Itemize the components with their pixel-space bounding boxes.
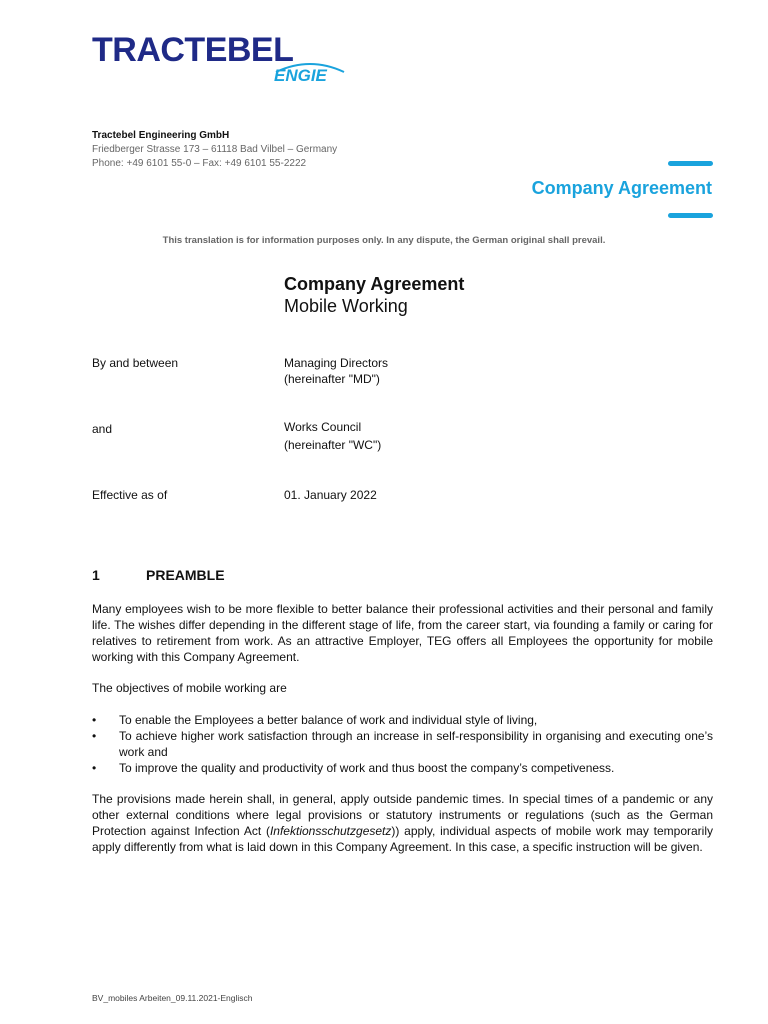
tractebel-logo-wordmark: TRACTEBEL bbox=[92, 31, 294, 69]
objectives-intro: The objectives of mobile working are bbox=[92, 681, 287, 695]
effective-label: Effective as of bbox=[92, 488, 168, 502]
list-item-text: To achieve higher work satisfaction through an increase in self-responsibility in organising and executing one’s work and bbox=[119, 729, 713, 759]
party2-name: Works Council bbox=[284, 420, 362, 434]
company-address: Friedberger Strasse 173 – 61118 Bad Vilbel – Germany bbox=[92, 144, 338, 155]
list-item-text: To improve the quality and productivity of work and thus boost the company’s competiveness. bbox=[119, 761, 615, 775]
list-item-text: To enable the Employees a better balance of work and individual style of living, bbox=[119, 713, 538, 727]
effective-date: 01. January 2022 bbox=[284, 488, 377, 502]
translation-disclaimer: This translation is for information purposes only. In any dispute, the German original shall prevail. bbox=[162, 235, 606, 246]
bullet-icon: • bbox=[92, 729, 97, 743]
header-title: Company Agreement bbox=[531, 178, 712, 198]
header-accent-bar-bottom bbox=[668, 213, 713, 218]
footer-filename: BV_mobiles Arbeiten_09.11.2021-Englisch bbox=[92, 993, 253, 1003]
and-label: and bbox=[92, 422, 113, 436]
company-name: Tractebel Engineering GmbH bbox=[92, 130, 230, 141]
preamble-paragraph-1: Many employees wish to be more flexible to better balance their professional activities and their personal and family life. The wishes differ depending in the different stage of life, from the career start, via founding a family or caring for relatives to retirement from work. As an attractive Employer, TEG offers all Employees the opportunity for mobile working with this Company Agreement. bbox=[92, 602, 713, 664]
document-subtitle: Mobile Working bbox=[284, 296, 408, 316]
paragraph-text-part-1: The provisions made herein shall, in general, apply outside pandemic times. In special times of a pandemic or any other external conditions where legal provisions or statutory instruments or regulations (such as the German Protection against Infection Act ( bbox=[92, 792, 713, 838]
party1-alias: (hereinafter "MD") bbox=[284, 372, 380, 386]
by-and-between-label: By and between bbox=[92, 356, 179, 370]
party1-name: Managing Directors bbox=[284, 356, 389, 370]
paragraph-text-part-2: )) apply, individual aspects of mobile work may temporarily apply differently from what is laid down in this Company Agreement. In this case, a specific instruction will be given. bbox=[92, 824, 713, 854]
engie-logo-wordmark: ENGIE bbox=[274, 66, 327, 85]
preamble-paragraph-2 bbox=[92, 791, 713, 855]
bullet-icon: • bbox=[92, 713, 97, 727]
document-title: Company Agreement bbox=[284, 274, 465, 294]
act-name-italic: Infektionsschutzgesetz bbox=[269, 824, 392, 838]
company-phone: Phone: +49 6101 55-0 – Fax: +49 6101 55-2222 bbox=[92, 158, 307, 169]
party2-alias: (hereinafter "WC") bbox=[284, 438, 382, 452]
bullet-icon: • bbox=[92, 761, 97, 775]
section-number: 1 bbox=[92, 567, 100, 583]
section-title: PREAMBLE bbox=[146, 567, 225, 583]
header-accent-bar-top bbox=[668, 161, 713, 166]
